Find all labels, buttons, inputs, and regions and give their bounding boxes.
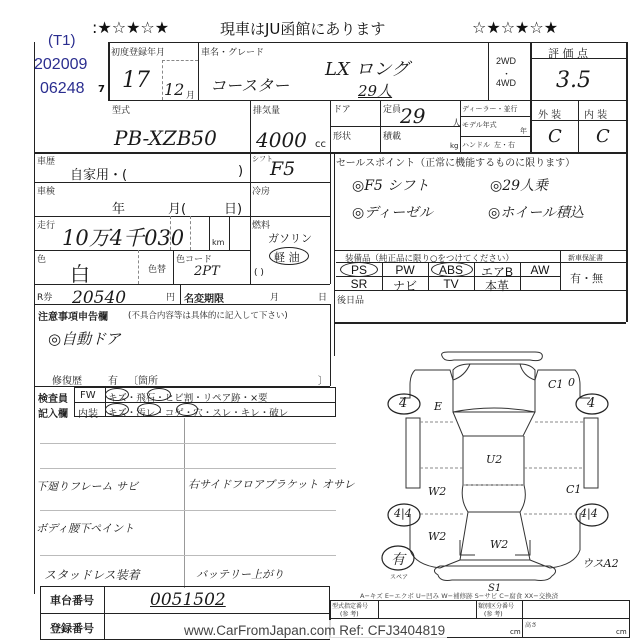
equipment-abs: ABS bbox=[438, 263, 463, 277]
type-designation-sub: (参 考) bbox=[340, 611, 359, 618]
lot-tag: (T1) bbox=[48, 32, 76, 49]
type-designation-label: 型式指定番号 bbox=[332, 603, 369, 610]
fuel-label: 燃料 bbox=[252, 221, 271, 231]
equipment-label: 装備品（純正品に限り○をつけてください） bbox=[345, 254, 514, 264]
registration-label: 登録番号 bbox=[50, 622, 94, 635]
model-year-unit: 年 bbox=[520, 127, 527, 135]
mark-rear-left-tire: 4|4 bbox=[394, 507, 412, 520]
model-code-value: PB-XZB50 bbox=[114, 126, 217, 150]
car-outline-icon bbox=[370, 340, 640, 590]
inspector-note-right-1: 右サイドフロアブラケット オサレ bbox=[188, 478, 355, 491]
equipment-pw: PW bbox=[395, 263, 415, 277]
color-label: 色 bbox=[37, 255, 47, 265]
fuel-paren: ( ) bbox=[254, 268, 264, 278]
color-change-label: 色替 bbox=[148, 265, 167, 275]
repair-place-label: 〔箇所 bbox=[128, 376, 158, 387]
inspector-note-left-2: ボディ腰下ペイント bbox=[36, 522, 135, 535]
header-banner bbox=[92, 18, 632, 40]
mark-front-right-fender: C1 bbox=[548, 378, 564, 391]
warranty-options: 有・無 bbox=[570, 272, 603, 285]
name-change-day: 日 bbox=[318, 293, 328, 303]
mark-rear-left: W2 bbox=[428, 530, 447, 543]
seats-unit: 人 bbox=[452, 119, 462, 129]
exterior-score: C bbox=[548, 126, 562, 147]
chassis-value: 0051502 bbox=[150, 590, 226, 610]
height-unit: cm bbox=[616, 628, 627, 636]
score-value: 3.5 bbox=[556, 68, 591, 93]
inspector-fw-label: FW bbox=[80, 390, 96, 401]
equipment-leather: 本革 bbox=[484, 279, 509, 293]
repair-place-close: 〕 bbox=[318, 376, 328, 387]
height-label: 高さ bbox=[525, 622, 538, 629]
damage-legend: A−キズ E−エクボ U−凹み W−補修跡 S−サビ C−腐食 XX−交換済 bbox=[360, 592, 559, 600]
vehicle-name: コースター bbox=[210, 76, 290, 95]
inspection-month: 月( bbox=[168, 202, 187, 217]
mileage-label: 走行 bbox=[37, 221, 56, 231]
mark-rear-right-tire: 4|4 bbox=[580, 507, 598, 520]
mark-spare-sub: スペア bbox=[390, 574, 409, 581]
history-label: 車歴 bbox=[37, 157, 56, 167]
equipment-ps-circle bbox=[340, 262, 378, 277]
sales-point-3: ◎ディーゼル bbox=[352, 205, 433, 221]
name-change-month: 月 bbox=[270, 293, 280, 303]
mark-roof: U2 bbox=[486, 453, 503, 466]
mileage-unit: km bbox=[212, 238, 225, 247]
mark-rear-right-note: ウスA2 bbox=[582, 557, 619, 570]
model-year-label: モデル年式 bbox=[462, 121, 497, 129]
watermark bbox=[182, 620, 447, 639]
shift-label: シフト bbox=[252, 155, 273, 163]
inspector-int-label: 内装 bbox=[78, 409, 98, 420]
color-code: 2PT bbox=[194, 264, 220, 279]
equipment-aw: AW bbox=[530, 263, 550, 277]
interior-score: C bbox=[596, 126, 610, 147]
fuel-option-gasoline: ガソリン bbox=[268, 232, 312, 245]
model-code-label: 型式 bbox=[112, 106, 131, 116]
inspection-day: 日) bbox=[224, 202, 243, 217]
repair-history-label: 修復歴 bbox=[52, 376, 82, 387]
aircon-label: 冷房 bbox=[252, 187, 271, 197]
inspection-year: 年 bbox=[112, 202, 126, 217]
inspector-note-right-3: バッテリー上がり bbox=[196, 568, 284, 581]
inspector-label-2: 記入欄 bbox=[38, 409, 68, 420]
sales-point-2: ◎29人乗 bbox=[490, 178, 549, 194]
warranty-label: 新車保証書 bbox=[568, 254, 603, 262]
load-label: 積載 bbox=[383, 132, 402, 142]
drive-sep: ・ bbox=[502, 70, 512, 80]
inspection-label: 車検 bbox=[37, 187, 56, 197]
handle-label: ハンドル bbox=[462, 141, 490, 149]
first-registration-label: 初度登録年月 bbox=[111, 48, 166, 58]
equipment-airbag: エアB bbox=[480, 265, 513, 279]
inspector-note-left-3: スタッドレス装着 bbox=[44, 568, 140, 582]
mark-front-left-fender: E bbox=[434, 400, 443, 413]
name-change-label: 名変期限 bbox=[184, 294, 224, 305]
notes-label: 注意事項申告欄 bbox=[38, 312, 108, 323]
header-title: 現車はJU函館にあります bbox=[220, 20, 386, 38]
mark-rear: W2 bbox=[490, 538, 509, 551]
lot-number: 06248 bbox=[40, 80, 85, 97]
vehicle-name-label: 車名・グレード bbox=[201, 48, 265, 58]
doors-label: ドア bbox=[333, 105, 351, 115]
inspector-fw-items: キズ・飛石・ヒビ割・リペア跡・×要 bbox=[108, 393, 268, 404]
mark-rear-bumper: S1 bbox=[488, 583, 502, 594]
mileage-value: 10万4千030 bbox=[62, 226, 185, 250]
history-value: 自家用・( bbox=[70, 168, 128, 183]
equipment-tv: TV bbox=[443, 277, 459, 291]
recycle-unit: 円 bbox=[166, 293, 176, 303]
mark-front-left-tire: 4 bbox=[399, 396, 408, 411]
category-number-label: 類別区分番号 bbox=[478, 603, 515, 610]
header-stars-right: ☆★☆★☆★ bbox=[472, 18, 559, 37]
aftermarket-label: 後日品 bbox=[337, 296, 365, 306]
displacement-value: 4000 bbox=[256, 128, 307, 152]
sales-point-1: ◎F5 シフト bbox=[352, 178, 430, 194]
sales-point-4: ◎ホイール積込 bbox=[488, 205, 584, 221]
equipment-ps: PS bbox=[350, 263, 367, 277]
history-close: ) bbox=[238, 164, 244, 179]
seats-value: 29 bbox=[400, 104, 426, 128]
inspector-label-1: 検査員 bbox=[38, 394, 68, 405]
mark-left-side: W2 bbox=[428, 485, 447, 498]
sales-points-label: セールスポイント（正常に機能するものに限ります） bbox=[336, 158, 576, 169]
recycle-label: R券 bbox=[37, 293, 53, 303]
category-number-sub: (参 考) bbox=[484, 611, 503, 618]
vehicle-grade: LX ロング bbox=[325, 59, 410, 80]
width-unit: cm bbox=[510, 628, 521, 636]
mark-front-right-tire: 4 bbox=[587, 396, 596, 411]
mark-spare: 有 bbox=[391, 552, 405, 568]
notes-value: ◎自動ドア bbox=[48, 330, 121, 348]
color-value: 白 bbox=[70, 262, 90, 286]
displacement-label: 排気量 bbox=[253, 106, 281, 116]
header-stars-left: :★☆★☆★ bbox=[92, 18, 170, 37]
first-registration-month-unit: 月 bbox=[186, 91, 196, 101]
body-shape-label: 形状 bbox=[333, 132, 352, 142]
drive-2wd: 2WD bbox=[496, 56, 516, 66]
chassis-label: 車台番号 bbox=[50, 594, 94, 607]
repair-history-value: 有 bbox=[108, 376, 118, 387]
watermark-text: www.CarFromJapan.com Ref: CFJ3404819 bbox=[184, 623, 446, 638]
recycle-value: 20540 bbox=[72, 288, 127, 308]
load-unit: kg bbox=[450, 142, 459, 150]
handle-options: 左・右 bbox=[494, 141, 515, 149]
mark-right-side: C1 bbox=[566, 483, 582, 496]
dealer-label: ディーラー・並行 bbox=[462, 105, 518, 113]
equipment-abs-circle bbox=[431, 262, 473, 277]
inspector-note-left-1: 下廻りフレーム サビ bbox=[36, 480, 139, 493]
drive-4wd: 4WD bbox=[496, 78, 516, 88]
mark-front-right-extra: 0 bbox=[568, 376, 575, 389]
first-registration-year: 17 bbox=[122, 68, 150, 93]
equipment-navi: ナビ bbox=[392, 279, 417, 293]
notes-sublabel: (不具合内容等は具体的に記入して下さい) bbox=[128, 311, 288, 321]
inspector-int-items: キズ・汚レ・コゲ・穴・スレ・キレ・破レ bbox=[108, 408, 289, 419]
interior-label: 内 装 bbox=[584, 110, 608, 121]
seats-label: 定員 bbox=[383, 105, 402, 115]
equipment-sr: SR bbox=[350, 277, 368, 291]
lot-suffix: 7 bbox=[98, 84, 105, 95]
lot-date: 202009 bbox=[34, 56, 88, 73]
fuel-option-diesel: 軽 油 bbox=[274, 251, 300, 264]
score-label: 評 価 点 bbox=[548, 47, 588, 60]
vehicle-capacity-note: 29人 bbox=[358, 82, 393, 100]
vehicle-diagram bbox=[370, 340, 640, 594]
color-code-label: 色コード bbox=[176, 255, 213, 265]
first-registration-month: 12 bbox=[164, 80, 185, 99]
shift-value: F5 bbox=[270, 158, 296, 180]
exterior-label: 外 装 bbox=[538, 110, 562, 121]
displacement-unit: cc bbox=[315, 139, 326, 150]
